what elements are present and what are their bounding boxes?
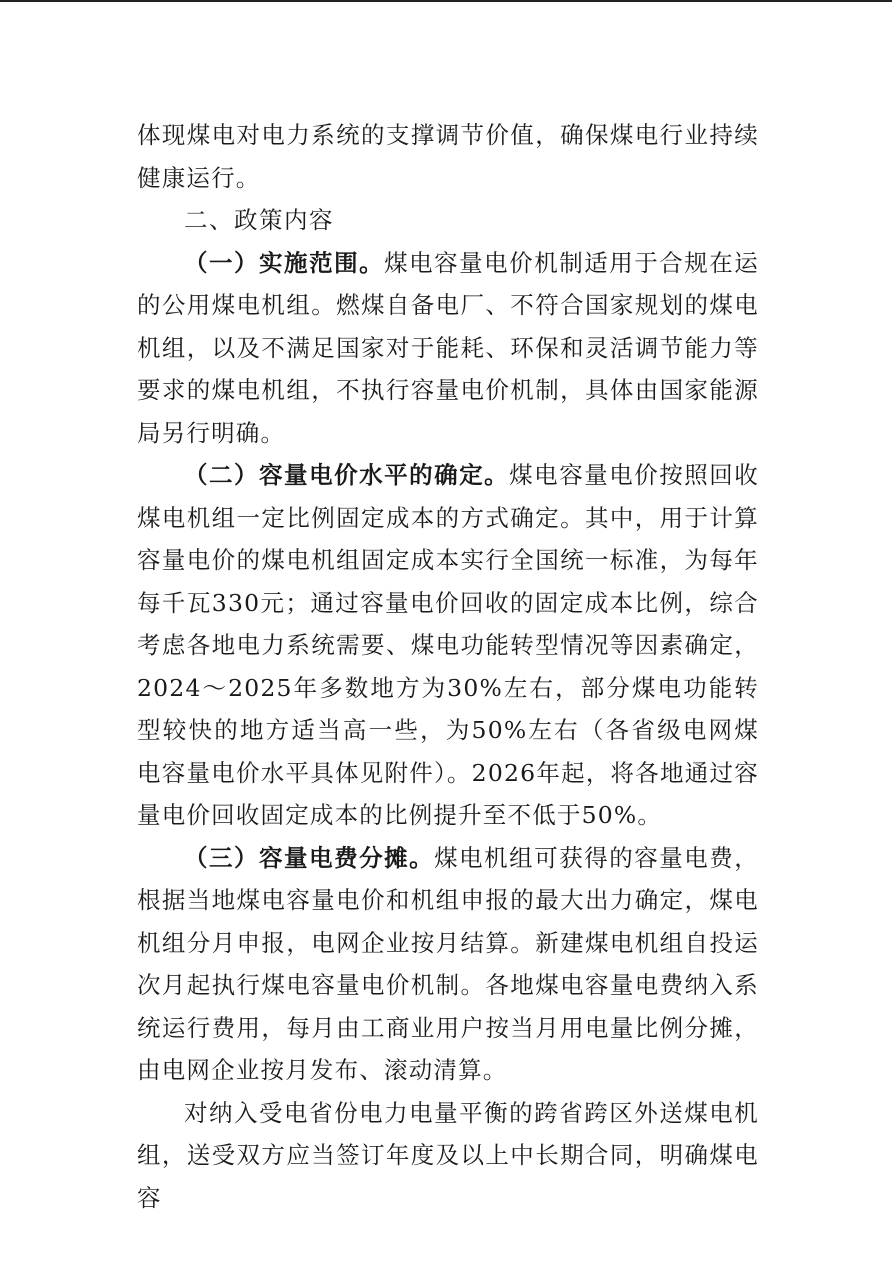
paragraph-text: 对纳入受电省份电力电量平衡的跨省跨区外送煤电机组，送受双方应当签订年度及以上中长期合同，明确煤电容 [137,1098,759,1212]
paragraph-continuation [137,114,759,199]
paragraph-text: 煤电机组可获得的容量电费，根据当地煤电容量电价和机组申报的最大出力确定，煤电机组分月申报，电网企业按月结算。新建煤电机组自投运次月起执行煤电容量电价机制。各地煤电容量电费纳入系统运行费用，每月由工商业用户按当月用电量比例分摊，由电网企业按月发布、滚动清算。 [137,843,759,1084]
paragraph-lead: （一）实施范围。 [184,248,385,277]
document-body [137,114,759,1219]
paragraph-cost-sharing [137,837,759,1092]
paragraph-lead: （二）容量电价水平的确定。 [184,461,510,489]
paragraph-lead: （三）容量电费分摊。 [184,843,435,872]
paragraph-price-level [137,454,759,837]
paragraph-text: 煤电容量电价按照回收煤电机组一定比例固定成本的方式确定。其中，用于计算容量电价的煤电机组固定成本实行全国统一标准，为每年每千瓦330元；通过容量电价回收的固定成本比例，综合考虑各地电力系统需要、煤电功能转型情况等因素确定，2024～2025年多数地方为30%左右，部分煤电功能转型较快的地方适当高一些，为50%左右（各省级电网煤电容量电价水平具体见附件）。2026年起，将各地通过容量电价回收固定成本的比例提升至不低于50%。 [137,461,759,829]
paragraph-scope [137,242,759,455]
paragraph-text: 煤电容量电价机制适用于合规在运的公用煤电机组。燃煤自备电厂、不符合国家规划的煤电机组，以及不满足国家对于能耗、环保和灵活调节能力等要求的煤电机组，不执行容量电价机制，具体由国家能源局另行明确。 [137,248,759,447]
section-heading: 二、政策内容 [184,206,334,234]
paragraph-cross-province [137,1092,759,1220]
paragraph-text: 体现煤电对电力系统的支撑调节价值，确保煤电行业持续健康运行。 [137,121,759,192]
